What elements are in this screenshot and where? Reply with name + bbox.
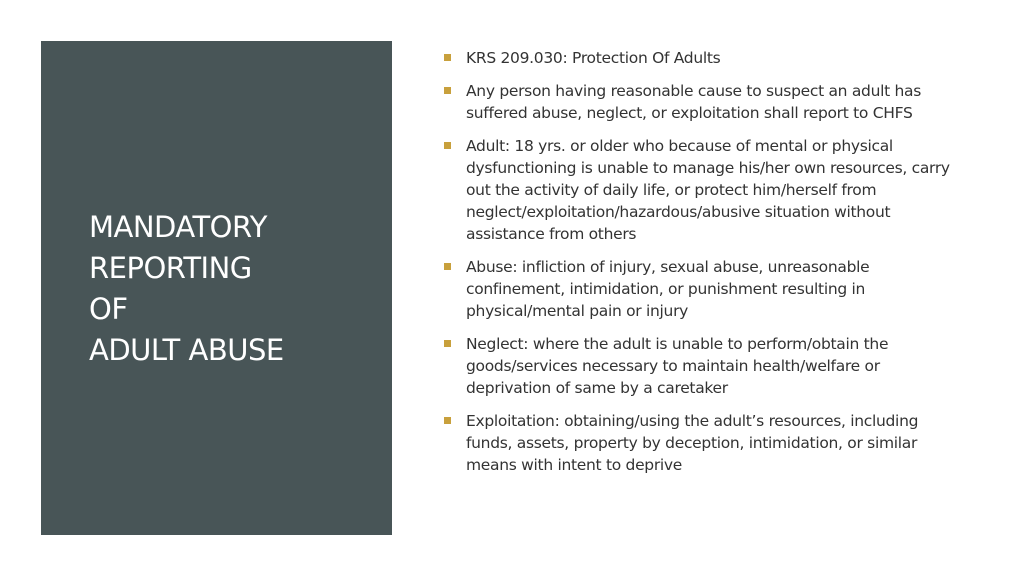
square-bullet-icon — [444, 142, 451, 149]
slide-title-line: MANDATORY — [89, 210, 268, 244]
bullet-item-abuse — [444, 256, 954, 322]
title-panel — [41, 41, 392, 535]
slide-title-line: OF — [89, 292, 128, 326]
square-bullet-icon — [444, 87, 451, 94]
bullet-text: Exploitation: obtaining/using the adult’s resources, including funds, assets, property by deception, intimidation, or similar means with intent to deprive — [466, 412, 919, 474]
square-bullet-icon — [444, 54, 451, 61]
bullet-item-adult — [444, 135, 954, 245]
square-bullet-icon — [444, 417, 451, 424]
bullet-text: KRS 209.030: Protection Of Adults — [466, 49, 721, 67]
bullet-text: Neglect: where the adult is unable to perform/obtain the goods/services necessary to maintain health/welfare or deprivation of same by a caretaker — [466, 335, 889, 397]
slide-title-line: ADULT ABUSE — [89, 333, 284, 367]
bullet-item-exploitation — [444, 410, 954, 476]
square-bullet-icon — [444, 263, 451, 270]
slide-title — [89, 207, 284, 371]
square-bullet-icon — [444, 340, 451, 347]
bullet-text: Abuse: infliction of injury, sexual abuse, unreasonable confinement, intimidation, or punishment resulting in physical/mental pain or injury — [466, 258, 870, 320]
bullet-list — [444, 47, 954, 487]
bullet-item-reporting — [444, 80, 954, 124]
slide-title-line: REPORTING — [89, 251, 252, 285]
bullet-item-neglect — [444, 333, 954, 399]
bullet-text: Any person having reasonable cause to suspect an adult has suffered abuse, neglect, or exploitation shall report to CHFS — [466, 82, 921, 122]
bullet-text: Adult: 18 yrs. or older who because of mental or physical dysfunctioning is unable to manage his/her own resources, carry out the activity of daily life, or protect him/herself from neglect/exploitation/hazardous/abusive situation without assistance from others — [466, 137, 950, 243]
bullet-item-krs — [444, 47, 954, 69]
